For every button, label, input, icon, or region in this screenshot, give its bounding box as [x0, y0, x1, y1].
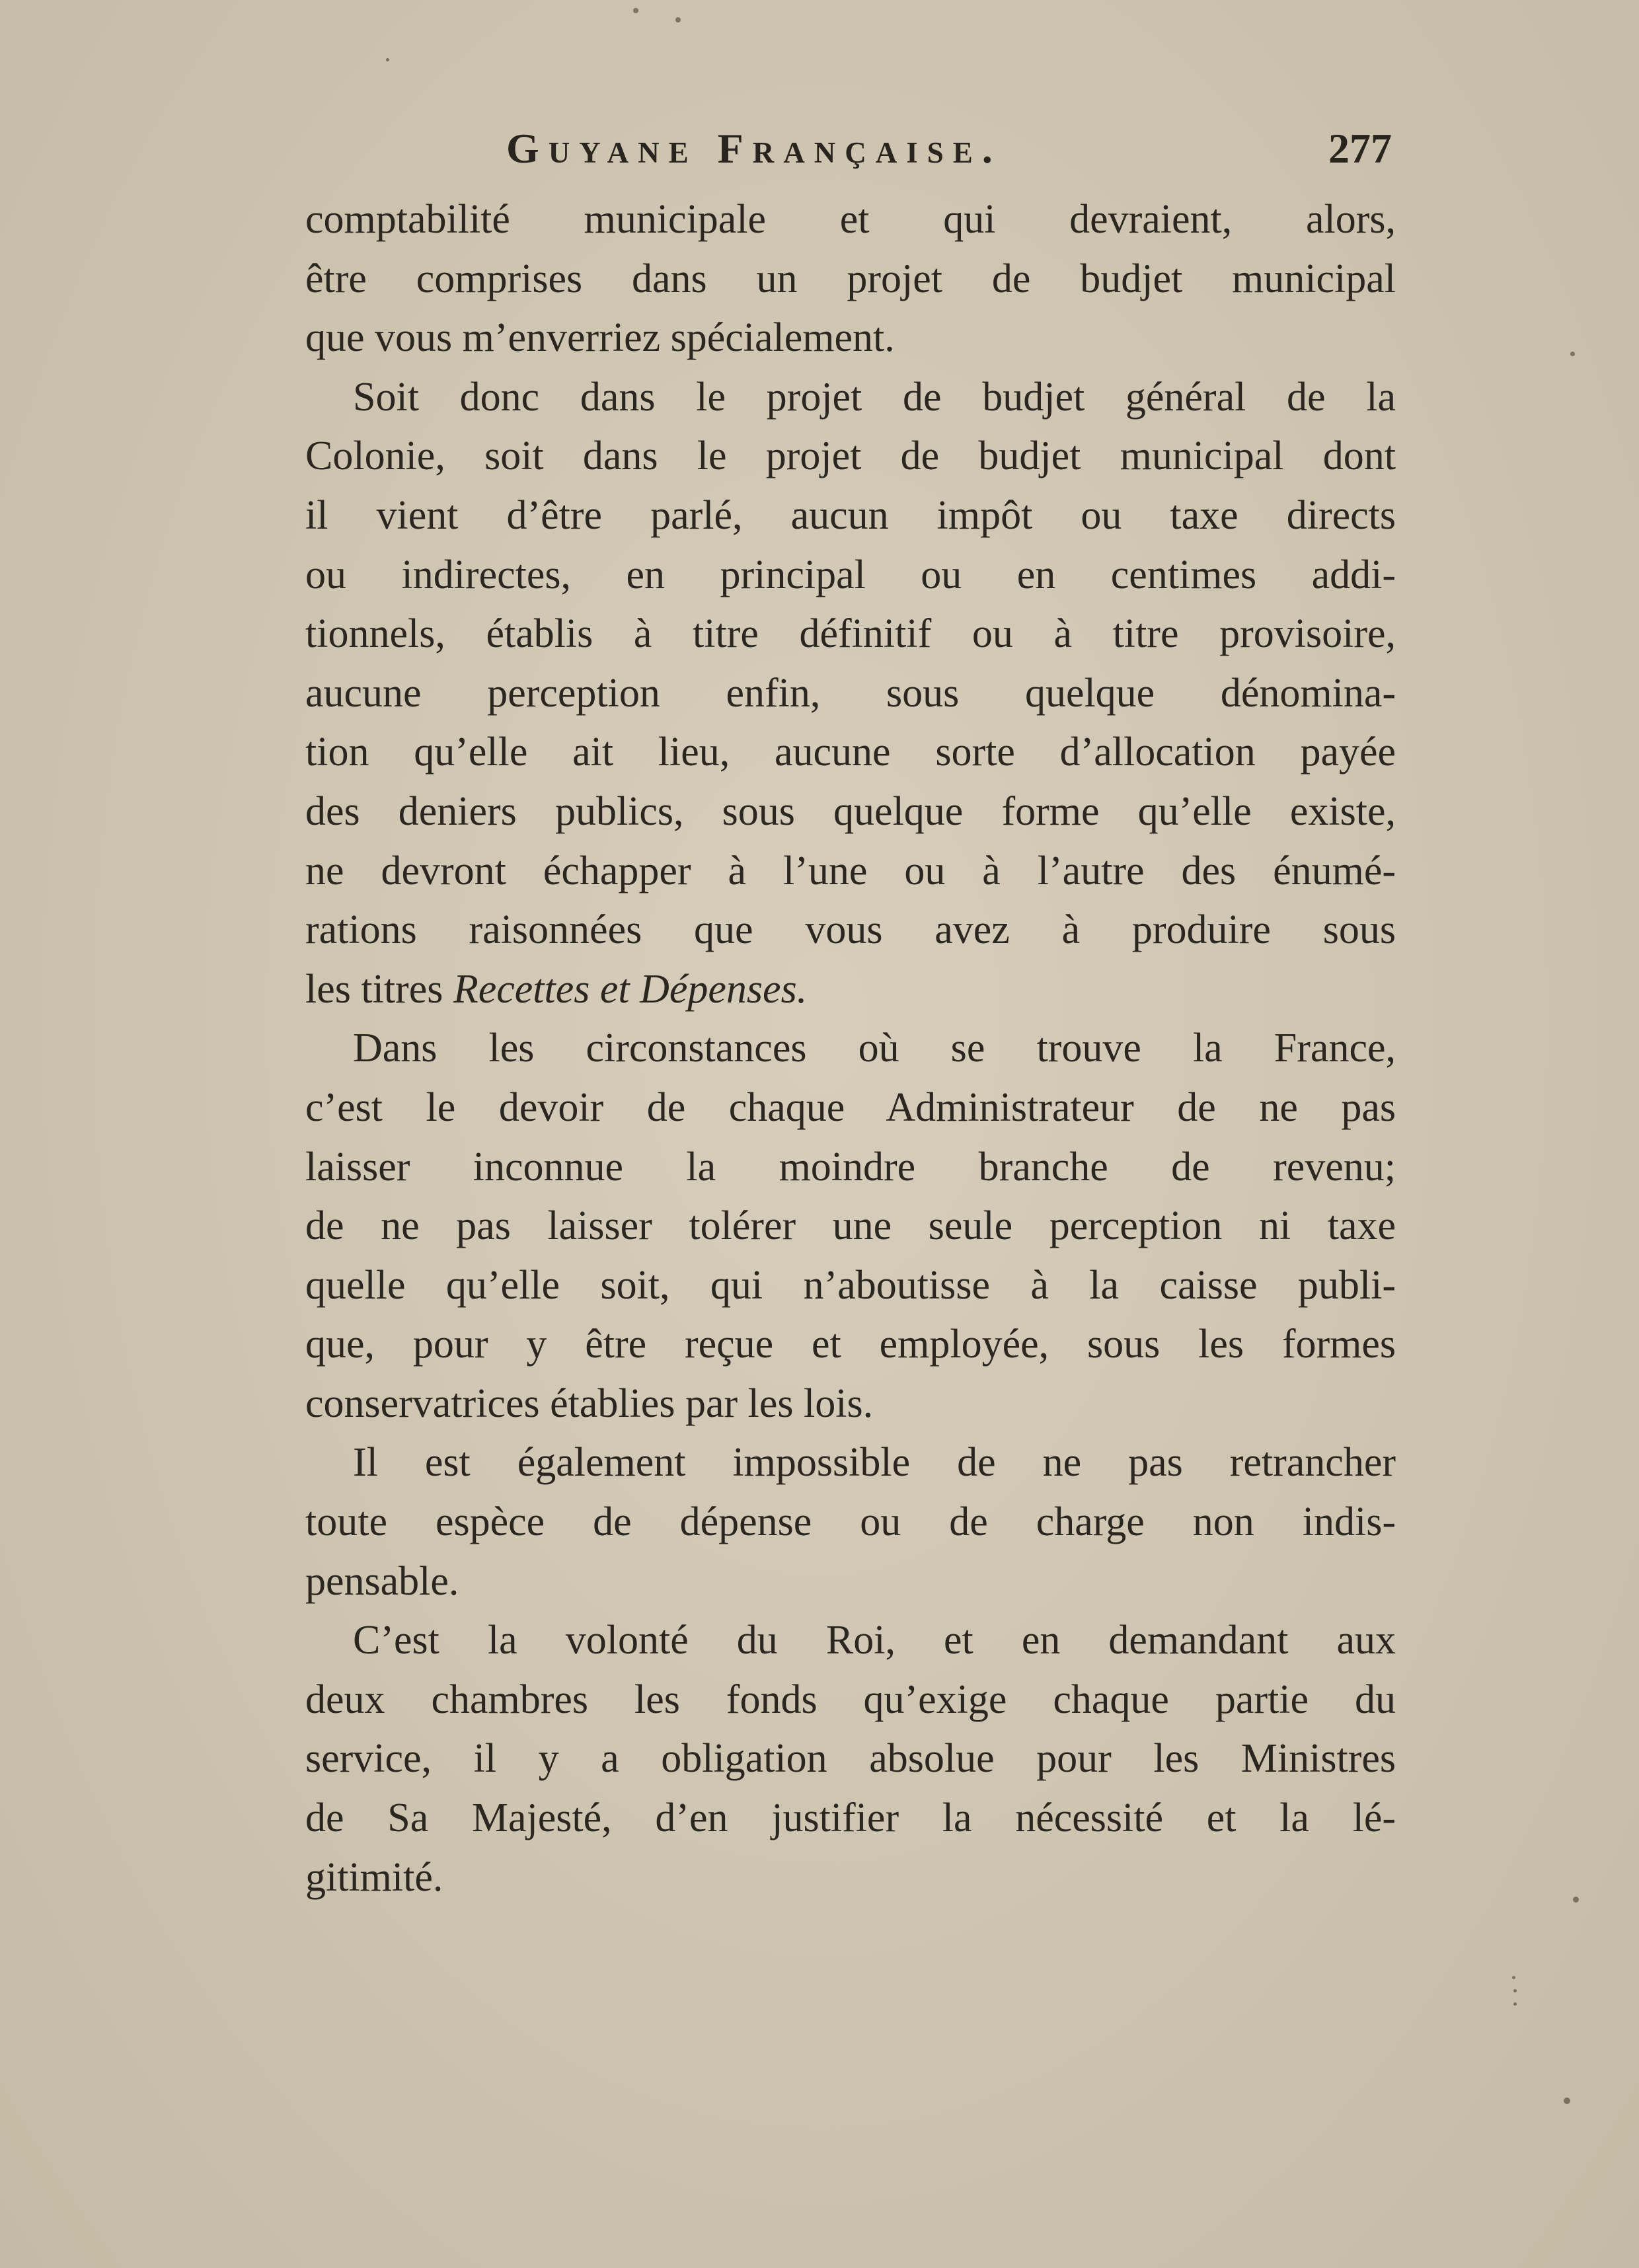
- text-line: conservatrices établies par les lois.: [305, 1380, 874, 1426]
- paper-speck: [386, 58, 389, 61]
- text-line: des deniers publics, sous quelque forme qu’elle existe,: [305, 788, 1396, 834]
- text-line: aucune perception enfin, sous quelque dénomina-: [305, 670, 1396, 716]
- text-line: gitimité.: [305, 1854, 443, 1900]
- running-header: [308, 124, 1405, 184]
- text-line: être comprises dans un projet de budjet municipal: [305, 256, 1396, 301]
- page-number: 277: [1328, 125, 1392, 172]
- text-line: de ne pas laisser tolérer une seule perception ni taxe: [305, 1203, 1396, 1249]
- text-line: laisser inconnue la moindre branche de revenu;: [305, 1144, 1396, 1190]
- running-title: Guyane Française.: [506, 125, 1002, 172]
- body-text: [305, 190, 1396, 1907]
- paper-speck: [1573, 1897, 1579, 1903]
- text-line-with-italics: [305, 960, 1396, 1020]
- text-line: ne devront échapper à l’une ou à l’autre des énumé-: [305, 848, 1396, 893]
- paper-speck: [1564, 2098, 1570, 2104]
- text-line: toute espèce de dépense ou de charge non indis-: [305, 1499, 1396, 1545]
- paragraph-start-line: Il est également impossible de ne pas retrancher: [353, 1440, 1396, 1486]
- paper-speck: [1570, 352, 1575, 356]
- text-line: rations raisonnées que vous avez à produire sous: [305, 907, 1396, 953]
- text-line: que vous m’enverriez spécialement.: [305, 315, 895, 361]
- italic-titles: Recettes et Dépenses.: [453, 966, 808, 1012]
- paper-speck: [1512, 1976, 1515, 1979]
- text-line: c’est le devoir de chaque Administrateur de ne pas: [305, 1084, 1396, 1130]
- paragraph-start-line: Soit donc dans le projet de budjet général de la: [353, 374, 1396, 420]
- text-line: de Sa Majesté, d’en justifier la nécessité et la lé-: [305, 1796, 1396, 1841]
- text-line: Colonie, soit dans le projet de budjet municipal dont: [305, 434, 1396, 479]
- text-line-prefix: les titres: [305, 966, 453, 1012]
- paragraph-start-line: Dans les circonstances où se trouve la France,: [353, 1026, 1396, 1071]
- text-line: comptabilité municipale et qui devraient, alors,: [305, 197, 1396, 242]
- text-line: quelle qu’elle soit, qui n’aboutisse à la caisse publi-: [305, 1262, 1396, 1308]
- text-line: il vient d’être parlé, aucun impôt ou taxe directs: [305, 492, 1396, 538]
- paragraph-start-line: C’est la volonté du Roi, et en demandant aux: [353, 1618, 1396, 1663]
- paper-speck: [675, 17, 681, 22]
- text-line: tionnels, établis à titre définitif ou à titre provisoire,: [305, 611, 1396, 657]
- text-line: deux chambres les fonds qu’exige chaque partie du: [305, 1677, 1396, 1722]
- paper-speck: [1513, 2002, 1517, 2006]
- text-line: ou indirectes, en principal ou en centimes addi-: [305, 552, 1396, 597]
- paper-speck: [633, 8, 638, 13]
- text-line: tion qu’elle ait lieu, aucune sorte d’allocation payée: [305, 730, 1396, 775]
- text-line: pensable.: [305, 1558, 459, 1604]
- text-line: que, pour y être reçue et employée, sous les formes: [305, 1322, 1396, 1367]
- text-line: service, il y a obligation absolue pour les Ministres: [305, 1736, 1396, 1782]
- paper-speck: [1513, 1989, 1517, 1992]
